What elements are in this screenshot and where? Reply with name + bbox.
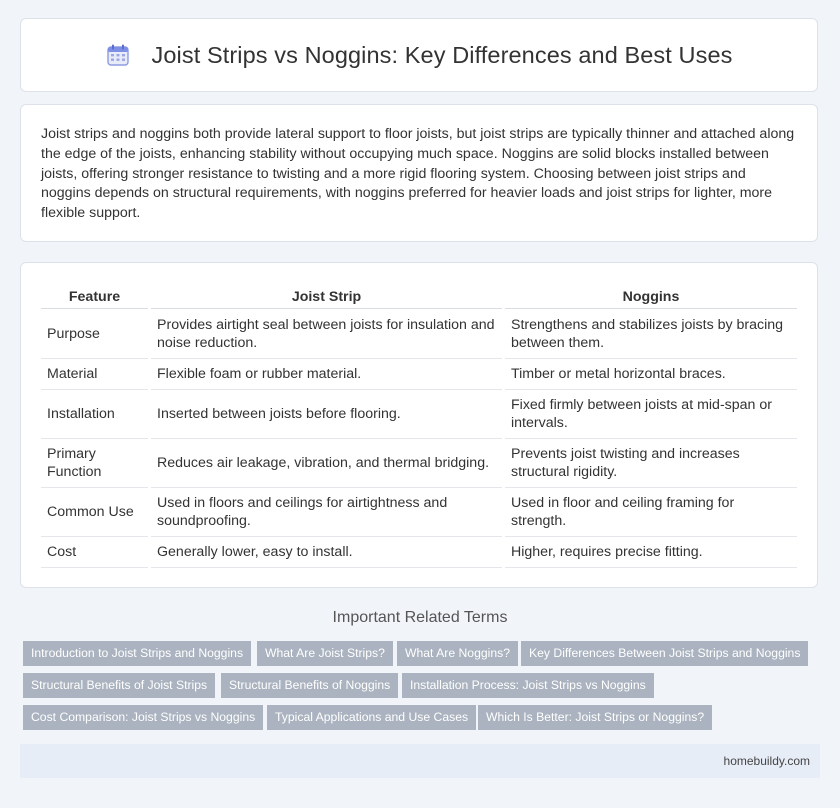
table-cell: Used in floor and ceiling framing for strength.: [505, 488, 797, 537]
table-row: [41, 488, 797, 537]
table-header-row: [41, 283, 797, 309]
related-term-tag[interactable]: Structural Benefits of Noggins: [221, 673, 398, 698]
table-cell: Used in floors and ceilings for airtightness and soundproofing.: [151, 488, 502, 537]
table-cell: Inserted between joists before flooring.: [151, 390, 502, 439]
column-header: Noggins: [505, 283, 797, 309]
related-term-tag[interactable]: Installation Process: Joist Strips vs Noggins: [402, 673, 654, 698]
related-term-tag[interactable]: Structural Benefits of Joist Strips: [23, 673, 215, 698]
related-term-tag[interactable]: Introduction to Joist Strips and Noggins: [23, 641, 251, 666]
related-term-tag[interactable]: What Are Joist Strips?: [257, 641, 393, 666]
table-cell: Prevents joist twisting and increases structural rigidity.: [505, 439, 797, 488]
related-term-tag[interactable]: Cost Comparison: Joist Strips vs Noggins: [23, 705, 263, 730]
calendar-icon: [106, 43, 130, 67]
footer: [20, 744, 820, 778]
table-cell: Higher, requires precise fitting.: [505, 537, 797, 568]
table-cell: Purpose: [41, 309, 148, 359]
table-row: [41, 359, 797, 390]
table-cell: Fixed firmly between joists at mid-span or intervals.: [505, 390, 797, 439]
table-row: [41, 390, 797, 439]
related-terms-title: Important Related Terms: [332, 609, 508, 626]
page-title: Joist Strips vs Noggins: Key Differences and Best Uses: [151, 41, 733, 68]
footer-site-link[interactable]: homebuildy.com: [723, 754, 810, 768]
table-row: [41, 439, 797, 488]
page-header: [20, 18, 818, 92]
related-term-tag[interactable]: What Are Noggins?: [397, 641, 518, 666]
table-cell: Cost: [41, 537, 148, 568]
table-cell: Flexible foam or rubber material.: [151, 359, 502, 390]
intro-text: Joist strips and noggins both provide lateral support to floor joists, but joist strips are typically thinner and attached along the edge of the joists, enhancing stability without occupying much space. Noggins are solid blocks installed between joists, offering stronger resistance to twisting and a more rigid flooring system. Choosing between joist strips and noggins depends on structural requirements, with noggins preferred for heavier loads and joist strips for lighter, more flexible support.: [41, 126, 795, 222]
related-term-tag[interactable]: Typical Applications and Use Cases: [267, 705, 476, 730]
column-header: Feature: [41, 283, 148, 309]
table-cell: Installation: [41, 390, 148, 439]
table-cell: Timber or metal horizontal braces.: [505, 359, 797, 390]
comparison-card: [20, 262, 818, 588]
related-term-tag[interactable]: Key Differences Between Joist Strips and Noggins: [521, 641, 808, 666]
column-header: Joist Strip: [151, 283, 502, 309]
related-term-tag[interactable]: Which Is Better: Joist Strips or Noggins?: [478, 705, 712, 730]
table-cell: Reduces air leakage, vibration, and thermal bridging.: [151, 439, 502, 488]
intro-card: [20, 104, 818, 242]
table-cell: Material: [41, 359, 148, 390]
table-row: [41, 309, 797, 359]
table-cell: Primary Function: [41, 439, 148, 488]
table-cell: Provides airtight seal between joists for insulation and noise reduction.: [151, 309, 502, 359]
table-cell: Common Use: [41, 488, 148, 537]
table-cell: Strengthens and stabilizes joists by bracing between them.: [505, 309, 797, 359]
table-cell: Generally lower, easy to install.: [151, 537, 502, 568]
table-row: [41, 537, 797, 568]
comparison-table: [38, 283, 800, 568]
